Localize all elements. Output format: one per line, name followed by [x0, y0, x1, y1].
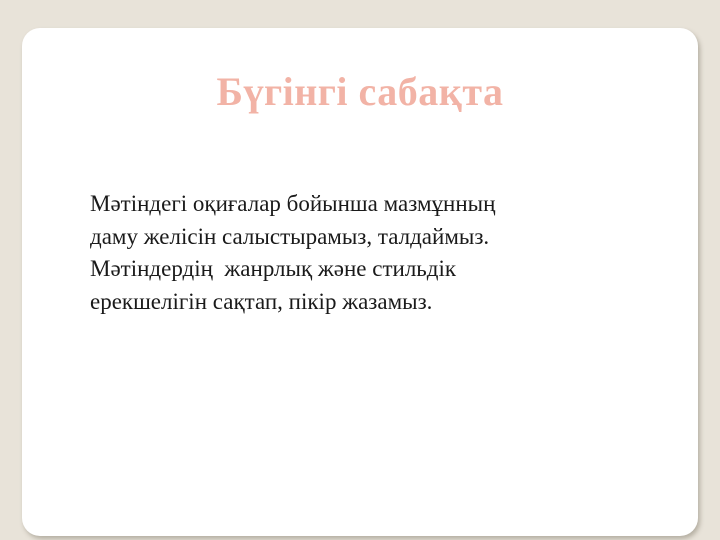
body-line: ерекшелігін сақтап, пікір жазамыз. — [90, 288, 433, 314]
slide-title: Бүгінгі сабақта — [216, 69, 504, 114]
slide-card — [22, 28, 698, 536]
body-line: даму желісін салыстырамыз, талдаймыз. — [90, 223, 490, 249]
body-line: Мәтіндердің жанрлық және стильдік — [90, 256, 457, 282]
slide-body-text — [90, 188, 650, 319]
body-line: Мәтіндегі оқиғалар бойынша мазмұнның — [90, 191, 496, 216]
